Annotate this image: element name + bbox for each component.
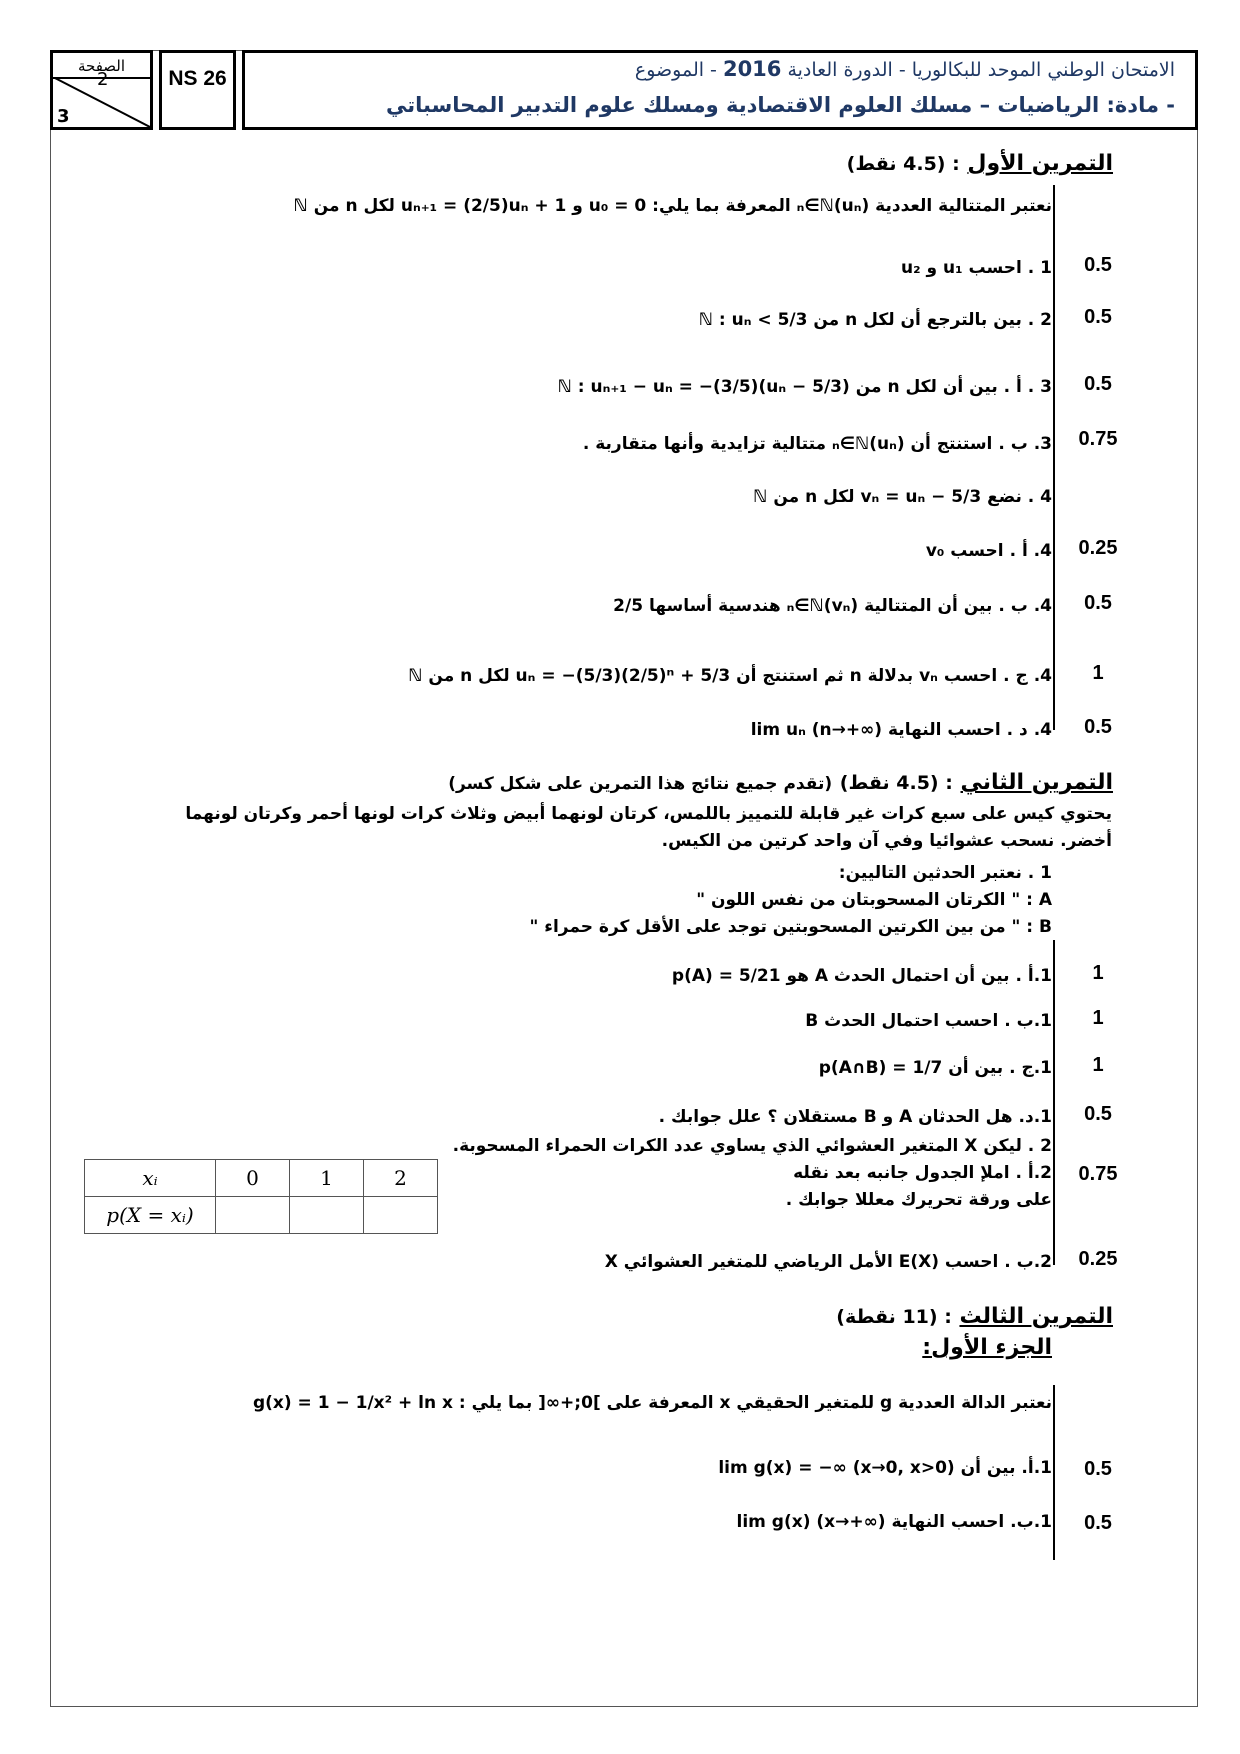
q-num: 2.ب . xyxy=(1004,1252,1052,1272)
page-number-box xyxy=(50,50,153,130)
ex1-q3b-score: 0.75 xyxy=(1078,428,1118,450)
q-text: بين أن lim g(x) = −∞ (x→0, x>0) xyxy=(718,1458,1016,1478)
q-text: احسب u₁ و u₂ xyxy=(901,258,1022,278)
page-number: 2 xyxy=(97,69,109,90)
ex1-q4d xyxy=(751,720,1052,740)
ex2-q1b-score: 1 xyxy=(1092,1007,1104,1029)
q-text: استنتج أن (uₙ)ₙ∈ℕ متتالية تزايدية وأنها متقاربة . xyxy=(582,434,993,454)
ex1-q1-score: 0.5 xyxy=(1084,254,1112,276)
ex1-q4 xyxy=(753,487,1052,507)
q-num: 1 . xyxy=(1027,258,1052,278)
ex2-q2b-score: 0.25 xyxy=(1078,1248,1118,1270)
ex1-intro: نعتبر المتتالية العددية (uₙ)ₙ∈ℕ المعرفة بما يلي: u₀ = 0 و uₙ₊₁ = (2/5)uₙ + 1 لكل n من ℕ xyxy=(293,196,1052,216)
q-text: احسب النهاية lim g(x) (x→+∞) xyxy=(736,1512,1005,1532)
exam-year: 2016 xyxy=(722,57,782,81)
q-num: 1.ج . xyxy=(1009,1058,1052,1078)
q-num: 4. أ . xyxy=(1009,541,1052,561)
q-text: ليكن X المتغير العشوائي الذي يساوي عدد الكرات الحمراء المسحوبة. xyxy=(452,1136,1022,1156)
ex2-q2a-score: 0.75 xyxy=(1078,1163,1118,1185)
ex3-q1b-score: 0.5 xyxy=(1084,1512,1112,1534)
ex1-points: : (4.5 نقط) xyxy=(846,153,960,175)
q-num: 3 . أ . xyxy=(1003,377,1052,397)
ex2-score-separator xyxy=(1053,940,1055,1265)
q-num: 4. ج . xyxy=(1003,666,1052,686)
q-text: بين أن لكل n من ℕ : uₙ₊₁ − uₙ = −(3/5)(uₙ − 5/3) xyxy=(557,377,998,397)
q-text: بين بالترجع أن لكل n من ℕ : uₙ < 5/3 xyxy=(698,310,1022,330)
exam-title xyxy=(635,57,1175,81)
ex2-q1d xyxy=(659,1107,1052,1127)
q-num: 1.أ. xyxy=(1021,1458,1052,1478)
table-value-1: 1 xyxy=(290,1160,364,1197)
ex1-q4a xyxy=(926,541,1052,561)
ex2-q1c xyxy=(819,1058,1052,1078)
table-cell-empty xyxy=(364,1197,438,1234)
ex1-q4c xyxy=(408,666,1052,686)
ex1-q2-score: 0.5 xyxy=(1084,306,1112,328)
q-text: احسب احتمال الحدث B xyxy=(805,1011,999,1031)
ex3-intro: نعتبر الدالة العددية g للمتغير الحقيقي x المعرفة على ]0;+∞[ بما يلي : g(x) = 1 − 1/x² + ln x xyxy=(252,1393,1052,1413)
exam-title-box xyxy=(242,50,1198,130)
ex1-q4c-score: 1 xyxy=(1092,662,1104,684)
table-value-0: 0 xyxy=(216,1160,290,1197)
ex2-q1b xyxy=(805,1011,1052,1031)
table-header-prob: p(X = xᵢ) xyxy=(85,1197,216,1234)
q-num: 4 . xyxy=(1027,487,1052,507)
table-cell-empty xyxy=(216,1197,290,1234)
ex2-q1d-score: 0.5 xyxy=(1084,1103,1112,1125)
ex2-q2b xyxy=(605,1252,1052,1272)
ex1-title: التمرين الأول xyxy=(967,151,1113,176)
probability-table xyxy=(84,1159,438,1234)
q-text: بين أن المتتالية (vₙ)ₙ∈ℕ هندسية أساسها 2/5 xyxy=(613,596,993,616)
q-text: احسب v₀ xyxy=(925,541,1004,561)
ex1-q4b-score: 0.5 xyxy=(1084,592,1112,614)
exam-code-box xyxy=(159,50,236,130)
ex1-q3a xyxy=(558,377,1052,397)
q-text: هل الحدثان A و B مستقلان ؟ علل جوابك . xyxy=(658,1107,1013,1127)
ex2-q1a xyxy=(672,966,1052,986)
ex1-q3b xyxy=(583,434,1052,454)
ex2-intro-line1: يحتوي كيس على سبع كرات غير قابلة للتمييز باللمس، كرتان لونهما أبيض وثلاث كرات لونها أحمر وكرتان لونهما xyxy=(185,804,1112,824)
q-num: 1.ب. xyxy=(1010,1512,1052,1532)
q-text: املإ الجدول جانبه بعد نقله xyxy=(793,1163,1010,1183)
q-num: 1.أ . xyxy=(1015,966,1052,986)
ex1-q3a-score: 0.5 xyxy=(1084,373,1112,395)
q-text: احسب النهاية lim uₙ (n→+∞) xyxy=(750,720,1001,740)
ex3-score-separator xyxy=(1053,1385,1055,1560)
ex1-q2 xyxy=(699,310,1052,330)
ex3-points: : (11 نقطة) xyxy=(836,1306,952,1328)
ex2-q2a xyxy=(793,1163,1052,1183)
ex1-q4b xyxy=(613,596,1052,616)
ex1-heading xyxy=(847,151,1113,176)
ex1-q4d-score: 0.5 xyxy=(1084,716,1112,738)
ex2-points: : (4.5 نقط) xyxy=(839,772,953,794)
q-num: 1.ب . xyxy=(1004,1011,1052,1031)
ex2-intro-line2: أخضر. نسحب عشوائيا وفي آن واحد كرتين من الكيس. xyxy=(661,831,1112,851)
ex3-q1b xyxy=(737,1512,1052,1532)
ex3-title: التمرين الثالث xyxy=(959,1304,1113,1329)
ex2-q2 xyxy=(453,1136,1052,1156)
q-num: 2 . xyxy=(1027,310,1052,330)
table-value-2: 2 xyxy=(364,1160,438,1197)
title-suffix: - الموضوع xyxy=(634,59,723,81)
ex2-heading xyxy=(448,770,1113,795)
ex2-event-a: A : " الكرتان المسحوبتان من نفس اللون " xyxy=(696,890,1052,910)
ex2-q2a-line2: على ورقة تحريرك معللا جوابك . xyxy=(785,1190,1052,1210)
exam-code: NS 26 xyxy=(168,67,227,90)
table-header-xi: xᵢ xyxy=(85,1160,216,1197)
ex1-score-separator xyxy=(1053,185,1055,730)
q-num: 4. د . xyxy=(1006,720,1052,740)
ex2-event-b: B : " من بين الكرتين المسحوبتين توجد على الأقل كرة حمراء " xyxy=(529,917,1052,937)
ex3-part1-title: الجزء الأول: xyxy=(922,1335,1052,1360)
table-row xyxy=(85,1160,438,1197)
page-total: 3 xyxy=(57,106,70,127)
page-label: الصفحة xyxy=(53,55,150,79)
ex2-events-intro: 1 . نعتبر الحدثين التاليين: xyxy=(838,863,1052,883)
ex3-heading xyxy=(836,1304,1113,1329)
q-text: احسب vₙ بدلالة n ثم استنتج أن uₙ = −(5/3)(2/5)ⁿ + 5/3 لكل n من ℕ xyxy=(408,666,998,686)
q-num: 2.أ . xyxy=(1015,1163,1052,1183)
ex2-note: (تقدم جميع نتائج هذا التمرين على شكل كسر) xyxy=(448,774,833,794)
ex1-q4a-score: 0.25 xyxy=(1078,537,1118,559)
q-num: 1.د. xyxy=(1018,1107,1052,1127)
title-prefix: الامتحان الوطني الموحد للبكالوريا - الدورة العادية xyxy=(781,59,1175,81)
q-text: احسب E(X) الأمل الرياضي للمتغير العشوائي X xyxy=(604,1252,999,1272)
q-text: بين أن احتمال الحدث A هو p(A) = 5/21 xyxy=(671,966,1010,986)
ex2-q1a-score: 1 xyxy=(1092,962,1104,984)
exam-subject: - مادة: الرياضيات – مسلك العلوم الاقتصادية ومسلك علوم التدبير المحاسباتي xyxy=(385,93,1175,117)
ex3-q1a xyxy=(718,1458,1052,1478)
table-row xyxy=(85,1197,438,1234)
ex3-q1a-score: 0.5 xyxy=(1084,1458,1112,1480)
ex2-q1c-score: 1 xyxy=(1092,1054,1104,1076)
table-cell-empty xyxy=(290,1197,364,1234)
q-num: 2 . xyxy=(1027,1136,1052,1156)
ex1-q1 xyxy=(901,258,1052,278)
exam-header xyxy=(50,50,1198,130)
q-num: 3. ب . xyxy=(998,434,1052,454)
q-num: 4. ب . xyxy=(998,596,1052,616)
q-text: نضع vₙ = uₙ − 5/3 لكل n من ℕ xyxy=(753,487,1022,507)
q-text: بين أن p(A∩B) = 1/7 xyxy=(818,1058,1004,1078)
ex2-title: التمرين الثاني xyxy=(960,770,1113,795)
